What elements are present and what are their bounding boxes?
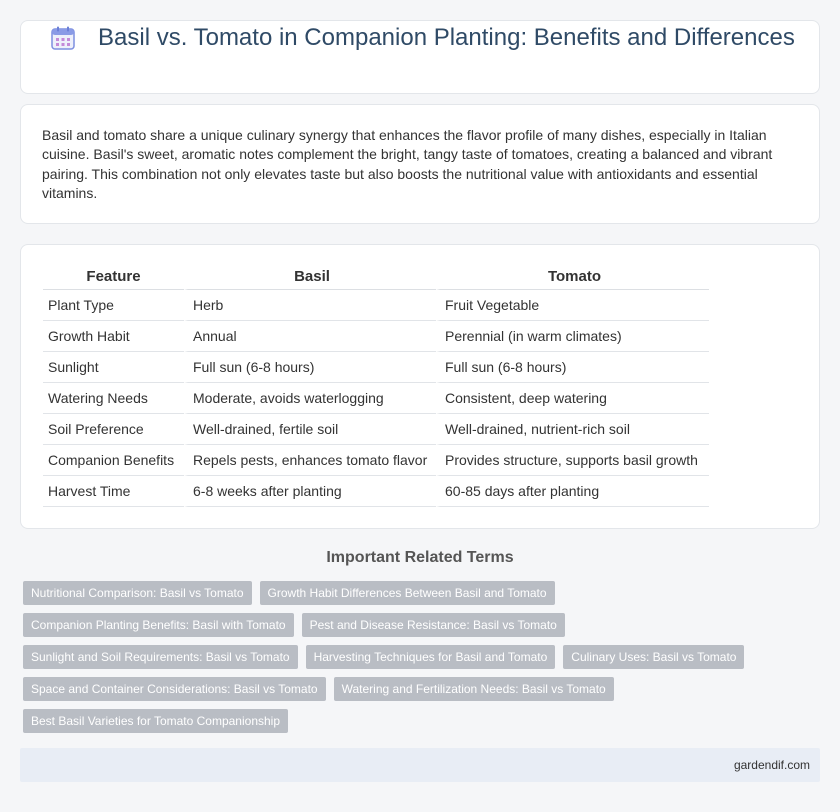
related-terms-heading: Important Related Terms [326, 549, 514, 566]
related-tag[interactable]: Companion Planting Benefits: Basil with Tomato [23, 613, 294, 637]
table-cell: Harvest Time [43, 476, 184, 507]
table-cell: Watering Needs [43, 383, 184, 414]
table-cell: Plant Type [43, 290, 184, 321]
comparison-card [20, 244, 820, 529]
table-cell: Full sun (6-8 hours) [184, 352, 436, 383]
table-cell: Soil Preference [43, 414, 184, 445]
column-header: Basil [184, 263, 436, 290]
related-tag[interactable]: Pest and Disease Resistance: Basil vs Tomato [302, 613, 565, 637]
intro-paragraph: Basil and tomato share a unique culinary synergy that enhances the flavor profile of many dishes, especially in Italian cuisine. Basil's sweet, aromatic notes complement the bright, tangy taste of tomatoes, creating a balanced and vibrant pairing. This combination not only elevates taste but also boosts the nutritional value with antioxidants and essential vitamins. [42, 127, 773, 202]
table-cell: 6-8 weeks after planting [184, 476, 436, 507]
table-row [43, 290, 709, 321]
table-row [43, 383, 709, 414]
table-cell: Fruit Vegetable [436, 290, 709, 321]
column-header: Feature [43, 263, 184, 290]
table-cell: Perennial (in warm climates) [436, 321, 709, 352]
table-row [43, 445, 709, 476]
table-cell: Well-drained, fertile soil [184, 414, 436, 445]
intro-card [20, 104, 820, 224]
table-cell: Full sun (6-8 hours) [436, 352, 709, 383]
related-tag[interactable]: Culinary Uses: Basil vs Tomato [563, 645, 744, 669]
table-cell: Well-drained, nutrient-rich soil [436, 414, 709, 445]
table-cell: Herb [184, 290, 436, 321]
table-row [43, 321, 709, 352]
table-cell: Companion Benefits [43, 445, 184, 476]
column-header: Tomato [436, 263, 709, 290]
table-row [43, 414, 709, 445]
comparison-table [43, 263, 709, 507]
table-cell: 60-85 days after planting [436, 476, 709, 507]
related-tag[interactable]: Best Basil Varieties for Tomato Companionship [23, 709, 288, 733]
related-tag[interactable]: Nutritional Comparison: Basil vs Tomato [23, 581, 252, 605]
related-tag[interactable]: Growth Habit Differences Between Basil and Tomato [260, 581, 555, 605]
table-row [43, 476, 709, 507]
related-tag[interactable]: Harvesting Techniques for Basil and Tomato [306, 645, 556, 669]
table-cell: Growth Habit [43, 321, 184, 352]
calendar-icon [50, 25, 76, 51]
table-cell: Repels pests, enhances tomato flavor [184, 445, 436, 476]
page-title: Basil vs. Tomato in Companion Planting: Benefits and Differences [98, 24, 795, 51]
table-header-row [43, 263, 709, 290]
related-tag[interactable]: Sunlight and Soil Requirements: Basil vs Tomato [23, 645, 298, 669]
table-cell: Provides structure, supports basil growth [436, 445, 709, 476]
table-cell: Moderate, avoids waterlogging [184, 383, 436, 414]
footer [20, 748, 820, 782]
related-tag[interactable]: Watering and Fertilization Needs: Basil vs Tomato [334, 677, 614, 701]
site-link[interactable]: gardendif.com [733, 758, 810, 772]
related-tag[interactable]: Space and Container Considerations: Basil vs Tomato [23, 677, 326, 701]
table-cell: Annual [184, 321, 436, 352]
related-tags [23, 581, 813, 741]
table-cell: Sunlight [43, 352, 184, 383]
table-cell: Consistent, deep watering [436, 383, 709, 414]
table-row [43, 352, 709, 383]
